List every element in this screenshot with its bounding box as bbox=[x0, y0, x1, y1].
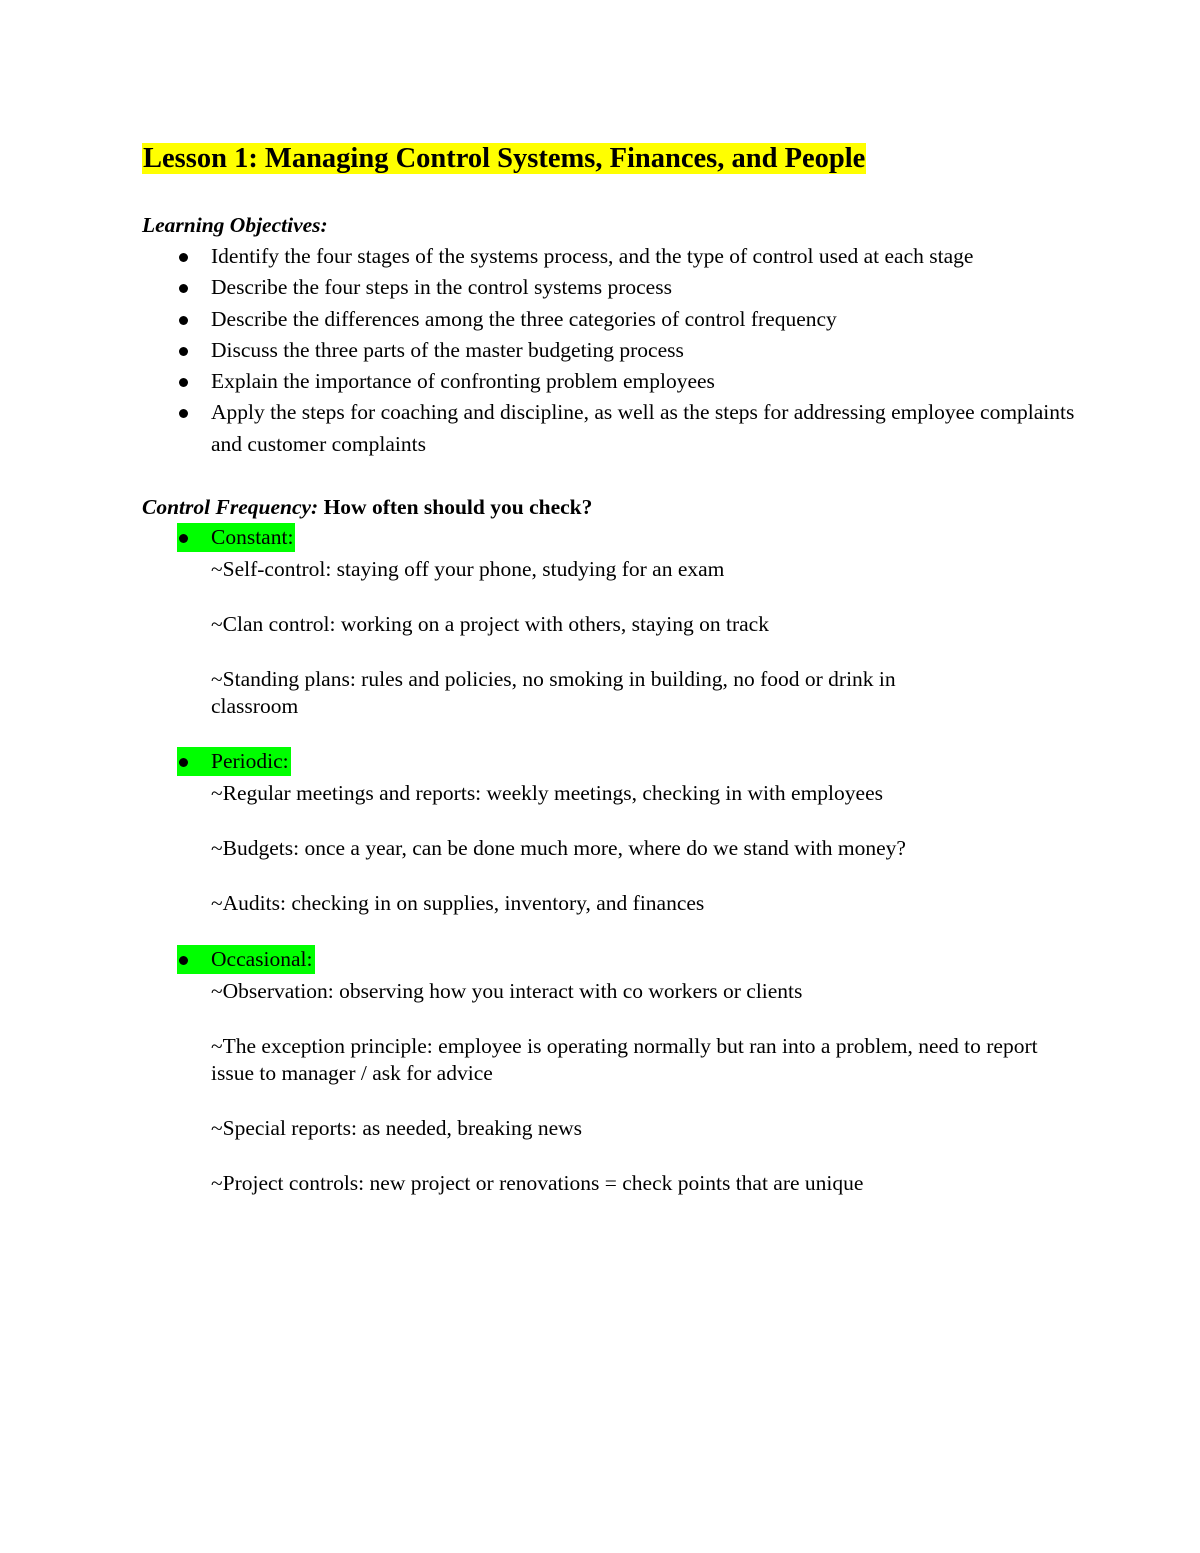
objectives-list bbox=[142, 241, 1082, 460]
bullet-icon bbox=[179, 253, 188, 262]
frequency-group-periodic bbox=[142, 746, 1102, 945]
frequency-group-occasional bbox=[142, 944, 1102, 1225]
example-text: ~Observation: observing how you interact with co workers or clients bbox=[211, 979, 803, 1003]
frequency-heading bbox=[142, 492, 592, 523]
frequency-group-constant bbox=[142, 522, 1102, 748]
objective-text: Discuss the three parts of the master budgeting process bbox=[211, 337, 684, 362]
frequency-label bbox=[142, 746, 1102, 777]
example-text: ~Budgets: once a year, can be done much more, where do we stand with money? bbox=[211, 836, 906, 860]
label-text: Constant: bbox=[211, 525, 294, 549]
bullet-icon bbox=[179, 316, 188, 325]
list-item bbox=[142, 241, 1082, 272]
list-item bbox=[142, 272, 1082, 303]
objective-text: Describe the four steps in the control systems process bbox=[211, 275, 672, 300]
objectives-heading bbox=[142, 210, 328, 241]
bullet-icon bbox=[179, 758, 188, 767]
example-text: ~The exception principle: employee is operating normally but ran into a problem, need to report issue to manager / ask for advice bbox=[211, 1034, 1038, 1085]
objective-text: Identify the four stages of the systems process, and the type of control used at each stage bbox=[211, 244, 974, 268]
example-text: ~Special reports: as needed, breaking news bbox=[211, 1116, 583, 1140]
list-item bbox=[142, 397, 1082, 460]
label-highlight bbox=[177, 747, 291, 776]
label-text: Occasional: bbox=[211, 947, 313, 971]
frequency-question: How often should you check? bbox=[323, 495, 593, 519]
bullet-icon bbox=[179, 409, 188, 418]
objectives-heading-text: Learning Objectives: bbox=[142, 213, 328, 237]
frequency-label bbox=[142, 944, 1102, 975]
example-text: ~Self-control: staying off your phone, studying for an exam bbox=[211, 557, 725, 581]
bullet-icon bbox=[179, 956, 188, 965]
document-title bbox=[142, 140, 866, 178]
objective-text: Explain the importance of confronting problem employees bbox=[211, 369, 715, 394]
label-text: Periodic: bbox=[211, 749, 289, 773]
objective-text: Describe the differences among the three categories of control frequency bbox=[211, 306, 837, 331]
list-item bbox=[142, 335, 1082, 366]
example-text: ~Audits: checking in on supplies, inventory, and finances bbox=[211, 891, 705, 915]
example-text: ~Clan control: working on a project with others, staying on track bbox=[211, 612, 769, 636]
example-text: ~Regular meetings and reports: weekly meetings, checking in with employees bbox=[211, 781, 883, 805]
objective-text: Apply the steps for coaching and discipline, as well as the steps for addressing employee complaints and customer complaints bbox=[211, 400, 1075, 456]
label-highlight bbox=[177, 523, 295, 552]
example-text: ~Standing plans: rules and policies, no smoking in building, no food or drink in classroom bbox=[211, 667, 896, 718]
example-text: ~Project controls: new project or renovations = check points that are unique bbox=[211, 1171, 864, 1195]
list-item bbox=[142, 366, 1082, 397]
frequency-label bbox=[142, 522, 1102, 553]
list-item bbox=[142, 304, 1082, 335]
bullet-icon bbox=[179, 284, 188, 293]
title-text: Lesson 1: Managing Control Systems, Finances, and People bbox=[143, 143, 866, 174]
bullet-icon bbox=[179, 378, 188, 387]
bullet-icon bbox=[179, 534, 188, 543]
frequency-heading-text: Control Frequency: bbox=[142, 495, 319, 519]
bullet-icon bbox=[179, 347, 188, 356]
label-highlight bbox=[177, 945, 315, 974]
